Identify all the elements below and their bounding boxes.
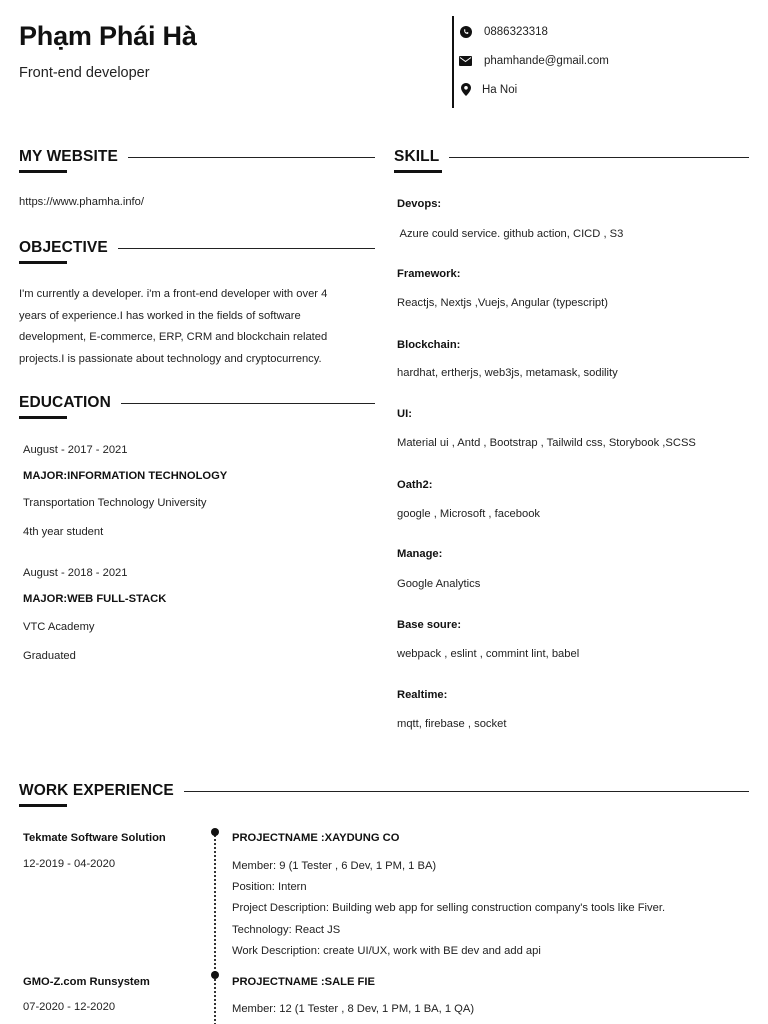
education-major: MAJOR:INFORMATION TECHNOLOGY bbox=[23, 470, 228, 482]
section-rule bbox=[184, 791, 749, 792]
skill-name: Framework: bbox=[397, 268, 461, 280]
skill-value: Reactjs, Nextjs ,Vuejs, Angular (typescript) bbox=[397, 297, 608, 309]
candidate-name: Phạm Phái Hà bbox=[19, 21, 197, 51]
skill-name: Oath2: bbox=[397, 479, 433, 491]
section-skill bbox=[394, 147, 749, 167]
candidate-role: Front-end developer bbox=[19, 65, 150, 81]
work-detail: Position: Intern bbox=[232, 881, 307, 893]
timeline-dot bbox=[211, 828, 219, 836]
skill-name: Realtime: bbox=[397, 689, 448, 701]
section-title-objective: OBJECTIVE bbox=[19, 239, 108, 256]
skill-value: Google Analytics bbox=[397, 578, 481, 590]
work-company: Tekmate Software Solution bbox=[23, 832, 166, 844]
timeline-line bbox=[214, 832, 216, 1024]
education-school: VTC Academy bbox=[23, 621, 95, 633]
objective-line: years of experience.I has worked in the fields of software bbox=[19, 309, 301, 322]
skill-value: webpack , eslint , commint lint, babel bbox=[397, 648, 580, 660]
skill-name: Manage: bbox=[397, 548, 443, 560]
section-title-website: MY WEBSITE bbox=[19, 148, 118, 165]
section-title-skill: SKILL bbox=[394, 148, 440, 165]
work-period: 07-2020 - 12-2020 bbox=[23, 1001, 116, 1013]
skill-name: Base soure: bbox=[397, 619, 462, 631]
education-status: Graduated bbox=[23, 650, 76, 662]
work-project-name: PROJECTNAME :XAYDUNG CO bbox=[232, 832, 400, 844]
work-detail: Work Description: create UI/UX, work with BE dev and add api bbox=[232, 945, 541, 957]
skill-value: google , Microsoft , facebook bbox=[397, 508, 541, 520]
website-link[interactable]: https://www.phamha.info/ bbox=[19, 196, 144, 208]
section-work-experience bbox=[19, 781, 749, 801]
skill-value: hardhat, ertherjs, web3js, metamask, sodility bbox=[397, 367, 618, 379]
education-period: August - 2017 - 2021 bbox=[23, 444, 128, 456]
work-detail: Technology: React JS bbox=[232, 924, 341, 936]
work-period: 12-2019 - 04-2020 bbox=[23, 858, 116, 870]
envelope-icon bbox=[459, 54, 472, 67]
section-rule bbox=[118, 248, 375, 249]
email-text: phamhande@gmail.com bbox=[484, 54, 609, 67]
objective-line: projects.I is passionate about technology and cryptocurrency. bbox=[19, 352, 322, 365]
skill-name: Blockchain: bbox=[397, 339, 461, 351]
section-underline bbox=[19, 170, 67, 173]
objective-line: I'm currently a developer. i'm a front-end developer with over 4 bbox=[19, 288, 328, 300]
location-pin-icon bbox=[459, 83, 472, 96]
contact-divider bbox=[452, 16, 454, 108]
contact-phone bbox=[459, 25, 548, 38]
work-detail: Member: 12 (1 Tester , 8 Dev, 1 PM, 1 BA, 1 QA) bbox=[232, 1003, 475, 1015]
skill-value: mqtt, firebase , socket bbox=[397, 718, 507, 730]
phone-text: 0886323318 bbox=[484, 25, 548, 38]
objective-line: development, E-commerce, ERP, CRM and blockchain related bbox=[19, 331, 328, 343]
skill-name: Devops: bbox=[397, 198, 442, 210]
contact-email bbox=[459, 54, 609, 67]
timeline-dot bbox=[211, 971, 219, 979]
section-title-work: WORK EXPERIENCE bbox=[19, 782, 174, 799]
section-title-education: EDUCATION bbox=[19, 394, 111, 411]
work-detail: Project Description: Building web app for selling construction company's tools like Fiver. bbox=[232, 902, 666, 914]
contact-location bbox=[459, 83, 517, 96]
section-my-website bbox=[19, 147, 375, 167]
work-project-name: PROJECTNAME :SALE FIE bbox=[232, 976, 375, 988]
section-underline bbox=[394, 170, 442, 173]
location-text: Ha Noi bbox=[482, 83, 518, 96]
section-rule bbox=[449, 157, 749, 158]
phone-icon bbox=[459, 25, 472, 38]
section-rule bbox=[121, 403, 375, 404]
objective-text bbox=[19, 284, 369, 370]
skill-value: Azure could service. github action, CICD , S3 bbox=[397, 228, 624, 240]
work-detail: Member: 9 (1 Tester , 6 Dev, 1 PM, 1 BA) bbox=[232, 860, 437, 872]
education-status: 4th year student bbox=[23, 526, 104, 538]
work-company: GMO-Z.com Runsystem bbox=[23, 976, 150, 988]
section-underline bbox=[19, 416, 67, 419]
education-period: August - 2018 - 2021 bbox=[23, 567, 128, 579]
section-underline bbox=[19, 261, 67, 264]
section-rule bbox=[128, 157, 375, 158]
skill-name: UI: bbox=[397, 408, 412, 420]
section-underline bbox=[19, 804, 67, 807]
education-major: MAJOR:WEB FULL-STACK bbox=[23, 593, 167, 605]
education-school: Transportation Technology University bbox=[23, 497, 207, 509]
skill-value: Material ui , Antd , Bootstrap , Tailwild css, Storybook ,SCSS bbox=[397, 437, 696, 449]
section-education bbox=[19, 393, 375, 413]
section-objective bbox=[19, 238, 375, 258]
